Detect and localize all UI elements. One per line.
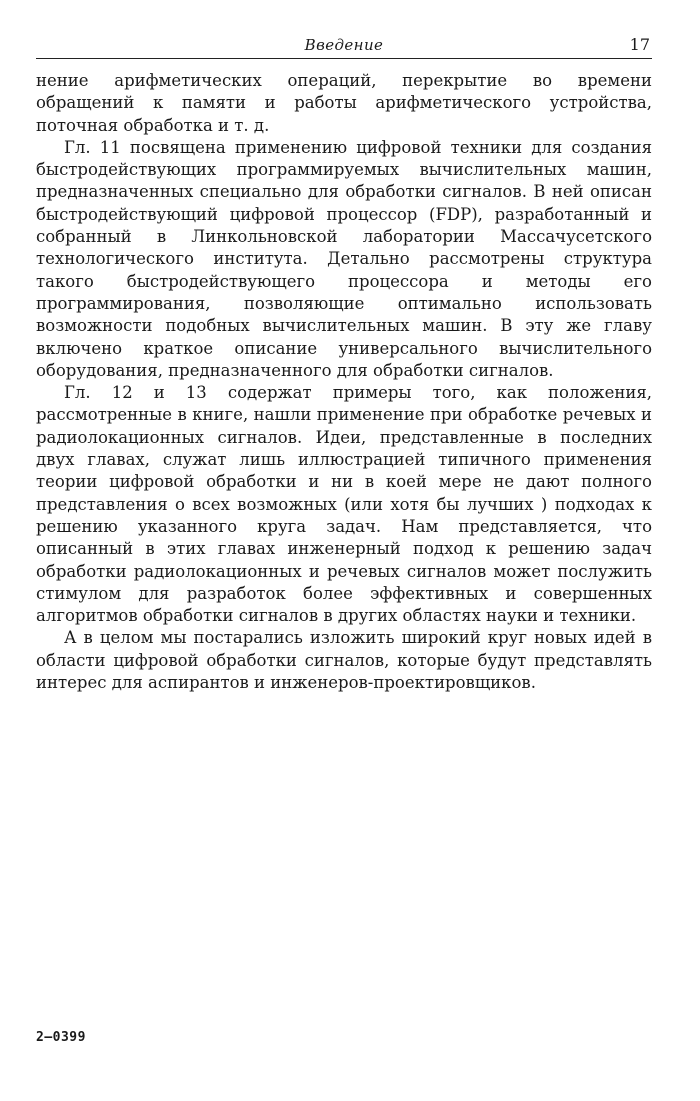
paragraph-conclusion: А в целом мы постарались изложить широкий круг новых идей в области цифровой обработки сигналов, которые будут представлять интерес для аспирантов и инженеров-проектировщиков. [36, 628, 652, 693]
paragraph-chapters-12-13: Гл. 12 и 13 содержат примеры того, как положения, рассмотренные в книге, нашли применение при обработке речевых и радиолокационных сигналов. Идеи, представленные в последних двух главах, служат лишь иллюстрацией типичного применения теории цифровой обработки и ни в коей мере не дают полного представления о всех возможных (или хотя бы лучших ) подходах к решению указанного круга задач. Нам представляется, что описанный в этих главах инженерный подход к решению задач обработки радиолокационных и речевых сигналов может послужить стимулом для разработок более эффективных и совершенных алгоритмов обработки сигналов в других областях науки и техники. [36, 383, 652, 626]
body-text [36, 70, 652, 694]
paragraph-chapter-11: Гл. 11 посвящена применению цифровой техники для создания быстродействующих программируемых вычислительных машин, предназначенных специально для обработки сигналов. В ней описан быстродействующий цифровой процессор (FDP), разработанный и собранный в Линкольновской лаборатории Массачусетского технологического института. Детально рассмотрены структура такого быстродействующего процессора и методы его программирования, позволяющие оптимально использовать возможности подобных вычислительных машин. В эту же главу включено краткое описание универсального вычислительного оборудования, предназначенного для обработки сигналов. [36, 137, 652, 380]
printer-signature-mark: 2—0399 [36, 1030, 86, 1045]
section-title: Введение [304, 36, 384, 54]
page-number: 17 [629, 35, 650, 54]
paragraph-continued: нение арифметических операций, перекрытие во времени обращений к памяти и работы арифметического устройства, поточная обработка и т. д. [36, 71, 652, 135]
running-header [36, 34, 652, 59]
